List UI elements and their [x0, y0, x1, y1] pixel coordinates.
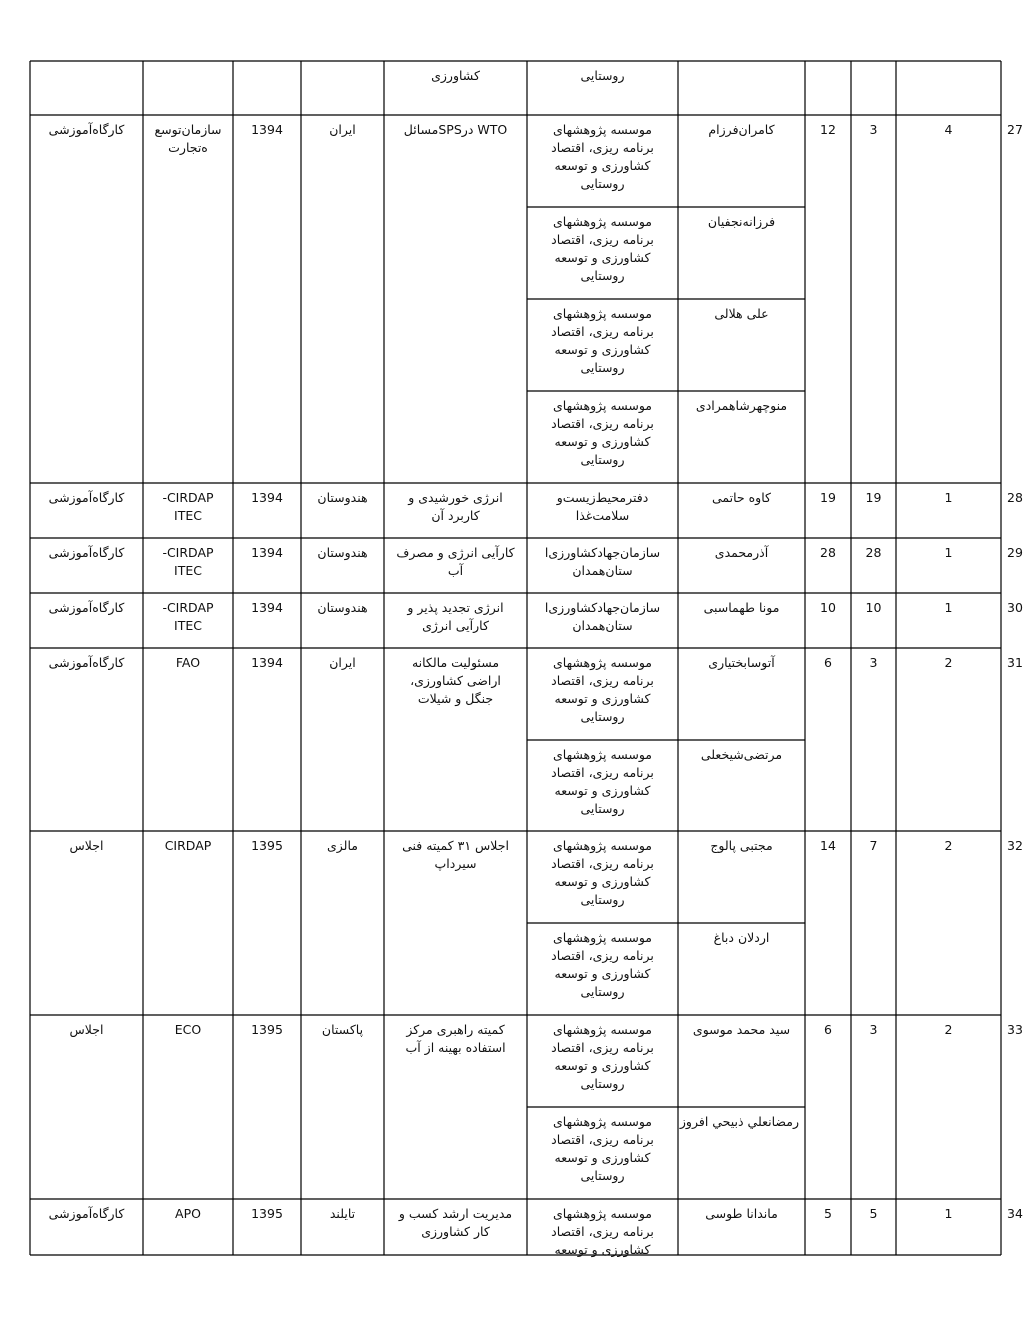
- cell-topic-text: انرژی تجدید پذیر و: [407, 600, 504, 615]
- cell-c1-text: 2: [944, 838, 953, 853]
- cell-organization-text: موسسه پژوهشهای: [553, 306, 652, 321]
- cell-year-text: 1395: [251, 1206, 283, 1221]
- cell-organization: [527, 115, 678, 207]
- cell-no: [1001, 831, 1023, 1015]
- cell-country-text: ایران: [329, 122, 356, 137]
- cell-organization-text: روستایی: [580, 892, 625, 907]
- cell-type: [30, 831, 143, 1015]
- cell-organization-text: روستایی: [580, 268, 625, 283]
- cell-organization-text: سلامت‌غذا: [575, 508, 630, 523]
- cell-topic-text: جنگل و شیلات: [417, 691, 494, 706]
- cell-organization-text: موسسه پژوهشهای: [553, 747, 652, 762]
- cell-topic-text: انرژی خورشیدی و: [408, 490, 503, 505]
- cell-topic: [384, 115, 527, 483]
- cell-topic: [384, 538, 527, 593]
- cell-c3-text: 10: [820, 600, 836, 615]
- cell-organization-text: سازمان‌جهادکشاورزی‌ا: [544, 545, 661, 560]
- cell-no: [1001, 648, 1023, 831]
- cell-country: [301, 593, 384, 648]
- cell-organization: [527, 207, 678, 299]
- cell-participant-name-text: فرزانه‌نجفیان: [707, 214, 776, 229]
- cell-topic-text: WTO درSPSمسائل: [403, 122, 508, 137]
- cell-organization-text: روستایی: [580, 68, 625, 83]
- cell-participant-name: [678, 538, 805, 593]
- cell-organization-text: روستایی: [580, 1076, 625, 1091]
- cell-country: [301, 115, 384, 483]
- cell-organization-text: موسسه پژوهشهای: [553, 838, 652, 853]
- cell-sponsor-text: ITEC: [174, 563, 202, 578]
- cell-participant-name: [678, 299, 805, 391]
- cell-sponsor-text: ECO: [174, 1022, 202, 1037]
- cell-c3-text: 12: [820, 122, 836, 137]
- cell-c2-text: 19: [865, 490, 882, 505]
- cell-c2: [851, 1015, 896, 1199]
- cell-organization-text: کشاورزی و توسعه: [554, 1058, 651, 1073]
- cell-organization-text: برنامه ریزی، اقتصاد: [551, 1132, 654, 1147]
- cell-organization-text: موسسه پژوهشهای: [553, 1206, 652, 1221]
- cell-participant-name-text: ماندانا طوسی: [705, 1206, 778, 1221]
- cell-c2-text: 10: [865, 600, 882, 615]
- cell-organization-text: کشاورزی و توسعه: [554, 1150, 651, 1165]
- cell-c1-text: 1: [944, 490, 953, 505]
- cell-sponsor-text: ITEC: [174, 508, 202, 523]
- cell-organization-text: موسسه پژوهشهای: [553, 930, 652, 945]
- cell-type-text: کارگاه‌آموزشی: [48, 1206, 125, 1221]
- cell-type: [30, 1199, 143, 1255]
- cell-topic-text: مسئولیت مالکانه: [411, 655, 500, 670]
- cell-topic-text: مدیریت ارشد کسب و: [398, 1206, 513, 1221]
- cell-c2: [851, 483, 896, 538]
- cell-sponsor-text: CIRDAP-: [162, 490, 214, 505]
- cell-topic-text: کاربرد آن: [431, 508, 480, 523]
- cell-participant-name: [678, 593, 805, 648]
- cell-type: [30, 648, 143, 831]
- cell-participant-name-text: علی هلالی: [714, 306, 769, 321]
- cell-organization: [527, 831, 678, 923]
- cell-organization: [527, 1199, 678, 1255]
- cell-organization-text: برنامه ریزی، اقتصاد: [551, 765, 654, 780]
- cell-topic-text: کارآیی انرژی و مصرف: [396, 545, 515, 560]
- cell-organization-text: ستان‌همدان: [572, 618, 633, 633]
- cell-c2: [851, 538, 896, 593]
- cell-organization-text: برنامه ریزی، اقتصاد: [551, 1224, 654, 1239]
- cell-organization-text: برنامه ریزی، اقتصاد: [551, 140, 654, 155]
- cell-type-text: کارگاه‌آموزشی: [48, 490, 125, 505]
- cell-type-text: کارگاه‌آموزشی: [48, 600, 125, 615]
- cell-no-text: 32: [1007, 838, 1023, 853]
- cell-organization-text: دفترمحیط‌زیست‌و: [556, 490, 649, 505]
- cell-c2-text: 3: [869, 1022, 878, 1037]
- cell-c3-text: 19: [820, 490, 836, 505]
- cell-organization-text: موسسه پژوهشهای: [553, 398, 652, 413]
- cell-c3: [805, 1015, 851, 1199]
- cell-organization: [527, 61, 678, 115]
- cell-organization-text: روستایی: [580, 984, 625, 999]
- cell-organization: [527, 1107, 678, 1199]
- cell-sponsor-text: ITEC: [174, 618, 202, 633]
- cell-topic: [384, 1015, 527, 1199]
- cell-participant-name: [678, 207, 805, 299]
- cell-organization: [527, 391, 678, 483]
- cell-organization-text: کشاورزی و توسعه: [554, 250, 651, 265]
- cell-participant-name: [678, 1199, 805, 1255]
- cell-no: [1001, 115, 1023, 483]
- cell-participant-name-text: کاوه حاتمی: [712, 490, 771, 505]
- cell-country: [301, 1199, 384, 1255]
- cell-organization-text: برنامه ریزی، اقتصاد: [551, 948, 654, 963]
- cell-sponsor: [143, 483, 233, 538]
- cell-organization-text: کشاورزی و توسعه: [554, 434, 651, 449]
- cell-no-text: 30: [1007, 600, 1023, 615]
- cell-participant-name: [678, 923, 805, 1015]
- cell-organization-text: روستایی: [580, 360, 625, 375]
- cell-organization-text: کشاورزی و توسعه: [554, 783, 651, 798]
- cell-organization-text: کشاورزی و توسعه: [554, 966, 651, 981]
- cell-no: [1001, 593, 1023, 648]
- cell-no: [1001, 1199, 1023, 1255]
- cell-no: [1001, 483, 1023, 538]
- cell-organization-text: ستان‌همدان: [572, 563, 633, 578]
- cell-organization-text: روستایی: [580, 176, 625, 191]
- cell-organization-text: روستایی: [580, 801, 625, 816]
- cell-c3-text: 28: [820, 545, 836, 560]
- cell-participant-name-text: کامران‌فرزام: [708, 122, 775, 137]
- cell-c2: [851, 1199, 896, 1255]
- cell-organization-text: موسسه پژوهشهای: [553, 655, 652, 670]
- cell-topic-text: کمیته راهبری مرکز: [406, 1022, 505, 1037]
- cell-topic: [384, 1199, 527, 1255]
- cell-country: [301, 648, 384, 831]
- cell-c2: [851, 593, 896, 648]
- cell-organization-text: کشاورزی و توسعه: [554, 342, 651, 357]
- cell-participant-name-text: مرتضی‌شیخعلی: [700, 747, 783, 762]
- cell-c1: [896, 483, 1001, 538]
- cell-no-text: 28: [1007, 490, 1023, 505]
- cell-topic-text: کشاورزی: [431, 68, 480, 83]
- cell-organization: [527, 740, 678, 831]
- cell-organization: [527, 648, 678, 740]
- cell-organization-text: موسسه پژوهشهای: [553, 214, 652, 229]
- cell-type-text: کارگاه‌آموزشی: [48, 655, 125, 670]
- cell-c3: [805, 115, 851, 483]
- cell-topic: [384, 593, 527, 648]
- cell-c3: [805, 538, 851, 593]
- cell-organization-text: برنامه ریزی، اقتصاد: [551, 673, 654, 688]
- cell-c1-text: 1: [944, 545, 953, 560]
- cell-sponsor: [143, 1015, 233, 1199]
- cell-topic-text: کارآیی انرژی: [422, 618, 489, 633]
- cell-type-text: اجلاس: [69, 1022, 104, 1037]
- cell-type: [30, 538, 143, 593]
- cell-sponsor-text: FAO: [175, 655, 201, 670]
- cell-sponsor-text: CIRDAP-: [162, 545, 214, 560]
- cell-c3: [805, 831, 851, 1015]
- cell-topic-text: کار کشاورزی: [421, 1224, 490, 1239]
- cell-participant-name: [678, 391, 805, 483]
- cell-organization: [527, 538, 678, 593]
- cell-year-text: 1394: [251, 655, 283, 670]
- cell-c3: [805, 648, 851, 831]
- cell-topic-text: استفاده بهینه از آب: [405, 1040, 506, 1055]
- cell-c1: [896, 831, 1001, 1015]
- cell-type-text: اجلاس: [69, 838, 104, 853]
- cell-participant-name-text: سید محمد موسوی: [692, 1022, 791, 1037]
- cell-c2: [851, 115, 896, 483]
- cell-c1: [896, 1199, 1001, 1255]
- cell-country-text: پاکستان: [321, 1022, 364, 1037]
- cell-country-text: ایران: [329, 655, 356, 670]
- cell-type-text: کارگاه‌آموزشی: [48, 122, 125, 137]
- cell-no: [1001, 538, 1023, 593]
- cell-country: [301, 831, 384, 1015]
- cell-sponsor: [143, 831, 233, 1015]
- cell-type: [30, 483, 143, 538]
- cell-c2: [851, 648, 896, 831]
- cell-sponsor: [143, 593, 233, 648]
- cell-country-text: هندوستان: [317, 600, 368, 615]
- cell-organization: [527, 923, 678, 1015]
- cell-country-text: مالزی: [327, 838, 358, 853]
- cell-year: [233, 593, 301, 648]
- cell-type: [30, 593, 143, 648]
- cell-organization-text: برنامه ریزی، اقتصاد: [551, 856, 654, 871]
- cell-type: [30, 1015, 143, 1199]
- cell-c1: [896, 1015, 1001, 1199]
- cell-year-text: 1395: [251, 1022, 283, 1037]
- cell-c1: [896, 115, 1001, 483]
- cell-c1: [896, 593, 1001, 648]
- cell-participant-name-text: مجتبی پالوج: [710, 838, 773, 853]
- cell-participant-name-text: اردلان دباغ: [713, 930, 770, 945]
- cell-sponsor-text: سازمان‌توسع: [154, 122, 222, 137]
- cell-organization-text: کشاورزی و توسعه: [554, 874, 651, 889]
- cell-c1-text: 4: [944, 122, 953, 137]
- cell-c2-text: 7: [869, 838, 878, 853]
- cell-sponsor-text: APO: [175, 1206, 201, 1221]
- cell-year-text: 1394: [251, 490, 283, 505]
- cell-topic: [384, 831, 527, 1015]
- cell-c1: [896, 538, 1001, 593]
- cell-organization: [527, 1015, 678, 1107]
- cell-topic: [384, 648, 527, 831]
- cell-year: [233, 831, 301, 1015]
- cell-c3: [805, 593, 851, 648]
- cell-organization-text: کشاورزی و توسعه: [554, 1242, 651, 1257]
- cell-organization-text: روستایی: [580, 709, 625, 724]
- cell-participant-name: [678, 115, 805, 207]
- cell-country-text: هندوستان: [317, 545, 368, 560]
- cell-sponsor: [143, 115, 233, 483]
- cell-topic-text: اراضی کشاورزی،: [410, 673, 501, 688]
- cell-participant-name: [678, 831, 805, 923]
- cell-organization-text: برنامه ریزی، اقتصاد: [551, 232, 654, 247]
- cell-c1: [896, 648, 1001, 831]
- cell-country: [301, 483, 384, 538]
- cell-c2-text: 3: [869, 655, 878, 670]
- cell-c3-text: 6: [824, 655, 832, 670]
- cell-participant-name-text: رمضانعلي ذبيحي افروز: [679, 1114, 799, 1129]
- cell-year: [233, 538, 301, 593]
- cell-no-text: 29: [1007, 545, 1023, 560]
- cell-c2-text: 28: [865, 545, 882, 560]
- cell-topic: [384, 61, 527, 115]
- cell-participant-name: [678, 648, 805, 740]
- cell-type: [30, 115, 143, 483]
- cell-c1-text: 1: [944, 1206, 953, 1221]
- cell-participant-name-text: مونا طهماسبی: [703, 600, 780, 615]
- cell-organization-text: کشاورزی و توسعه: [554, 691, 651, 706]
- cell-organization-text: سازمان‌جهادکشاورزی‌ا: [544, 600, 661, 615]
- cell-country: [301, 538, 384, 593]
- cell-organization-text: موسسه پژوهشهای: [553, 1022, 652, 1037]
- cell-no-text: 31: [1007, 655, 1023, 670]
- cell-no-text: 34: [1007, 1206, 1023, 1221]
- cell-organization-text: برنامه ریزی، اقتصاد: [551, 324, 654, 339]
- cell-c2-text: 3: [869, 122, 878, 137]
- cell-year: [233, 115, 301, 483]
- cell-year: [233, 1015, 301, 1199]
- cell-c3-text: 5: [824, 1206, 832, 1221]
- cell-c1-text: 2: [944, 1022, 953, 1037]
- cell-organization-text: روستایی: [580, 1168, 625, 1183]
- cell-c3-text: 6: [824, 1022, 832, 1037]
- cell-organization-text: برنامه ریزی، اقتصاد: [551, 1040, 654, 1055]
- cell-topic: [384, 483, 527, 538]
- cell-country: [301, 1015, 384, 1199]
- cell-sponsor-text: ه‌تجارت: [168, 140, 208, 155]
- cell-no-text: 27: [1007, 122, 1023, 137]
- cell-c1-text: 1: [944, 600, 953, 615]
- cell-participant-name-text: منوچهرشاهمرادی: [695, 398, 788, 413]
- cell-organization: [527, 593, 678, 648]
- cell-year-text: 1394: [251, 600, 283, 615]
- cell-sponsor: [143, 538, 233, 593]
- cell-sponsor: [143, 648, 233, 831]
- cell-c3: [805, 1199, 851, 1255]
- cell-c3: [805, 483, 851, 538]
- cell-organization-text: برنامه ریزی، اقتصاد: [551, 416, 654, 431]
- cell-organization-text: کشاورزی و توسعه: [554, 158, 651, 173]
- cell-c1-text: 2: [944, 655, 953, 670]
- cell-year: [233, 1199, 301, 1255]
- cell-organization-text: موسسه پژوهشهای: [553, 1114, 652, 1129]
- cell-country-text: هندوستان: [317, 490, 368, 505]
- cell-organization: [527, 299, 678, 391]
- cell-sponsor-text: CIRDAP: [164, 838, 212, 853]
- cell-organization-text: روستایی: [580, 452, 625, 467]
- cell-organization-text: موسسه پژوهشهای: [553, 122, 652, 137]
- cell-participant-name: [678, 740, 805, 831]
- cell-year: [233, 648, 301, 831]
- cell-c2-text: 5: [869, 1206, 878, 1221]
- cell-topic-text: سیرداپ: [434, 856, 477, 871]
- cell-year-text: 1394: [251, 122, 283, 137]
- cell-c2: [851, 831, 896, 1015]
- cell-sponsor-text: CIRDAP-: [162, 600, 214, 615]
- cell-country-text: تایلند: [329, 1206, 356, 1221]
- cell-sponsor: [143, 1199, 233, 1255]
- cell-no: [1001, 1015, 1023, 1199]
- cell-participant-name: [678, 483, 805, 538]
- cell-type-text: کارگاه‌آموزشی: [48, 545, 125, 560]
- cell-topic-text: آب: [447, 563, 464, 578]
- cell-year-text: 1394: [251, 545, 283, 560]
- cell-organization: [527, 483, 678, 538]
- cell-participant-name-text: آذرمحمدی: [714, 545, 769, 560]
- cell-no-text: 33: [1007, 1022, 1023, 1037]
- cell-year: [233, 483, 301, 538]
- cell-participant-name-text: آتوسابختیاری: [708, 655, 775, 670]
- cell-topic-text: اجلاس ۳۱ کمیته فنی: [402, 838, 509, 853]
- cell-c3-text: 14: [820, 838, 836, 853]
- cell-participant-name: [678, 1015, 805, 1107]
- cell-year-text: 1395: [251, 838, 283, 853]
- cell-participant-name: [678, 1107, 805, 1199]
